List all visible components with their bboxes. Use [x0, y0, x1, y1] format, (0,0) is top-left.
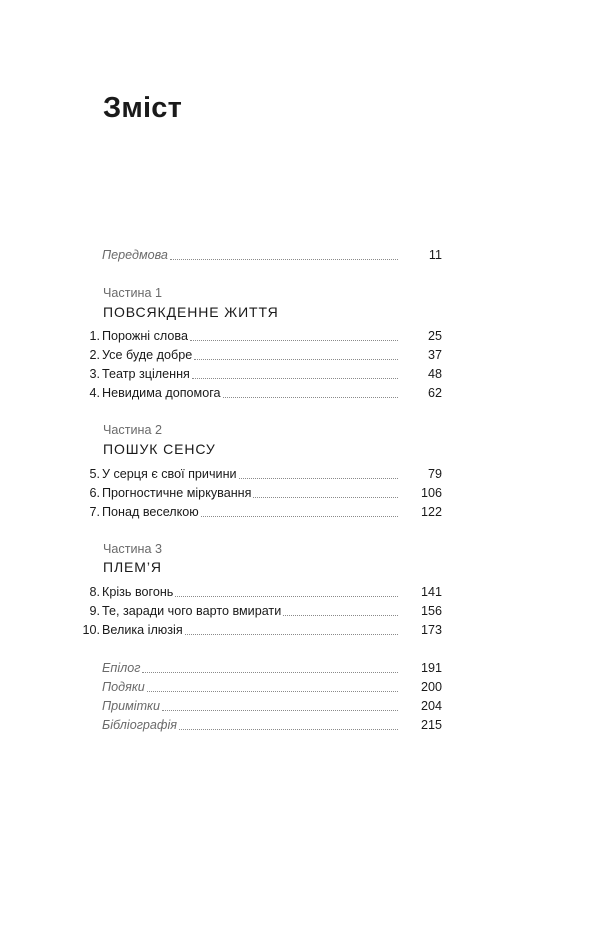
entry-title: Театр зцілення — [102, 367, 190, 381]
toc-entry-notes[interactable] — [60, 697, 442, 715]
dot-leader — [239, 478, 398, 479]
entry-number: 3. — [89, 367, 100, 381]
dot-leader — [162, 710, 398, 711]
toc-entry-chapter-10[interactable] — [60, 621, 442, 639]
entry-number: 9. — [89, 604, 100, 618]
entry-title: Подяки — [102, 680, 145, 694]
dot-leader — [283, 615, 398, 616]
dot-leader — [170, 259, 398, 260]
entry-number: 1. — [89, 329, 100, 343]
dot-leader — [194, 359, 398, 360]
toc-entry-chapter-6[interactable] — [60, 484, 442, 502]
toc-entry-bibliography[interactable] — [60, 716, 442, 734]
entry-title: Велика ілюзія — [102, 623, 183, 637]
toc-entry-epilogue[interactable] — [60, 659, 442, 677]
part-2-title: ПОШУК СЕНСУ — [103, 441, 216, 457]
dot-leader — [253, 497, 398, 498]
part-1-label: Частина 1 — [103, 286, 162, 300]
entry-page: 106 — [420, 486, 442, 500]
entry-page: 141 — [420, 585, 442, 599]
entry-page: 122 — [420, 505, 442, 519]
entry-page: 48 — [427, 367, 442, 381]
page-title: Зміст — [103, 92, 183, 124]
toc-entry-acknowledgements[interactable] — [60, 678, 442, 696]
toc-entry-chapter-1[interactable] — [60, 327, 442, 345]
entry-title: Крізь вогонь — [102, 585, 174, 599]
entry-page: 156 — [420, 604, 442, 618]
entry-number: 2. — [89, 348, 100, 362]
entry-title: Понад веселкою — [102, 505, 199, 519]
part-3-title: ПЛЕМ’Я — [103, 559, 162, 575]
entry-title: У серця є свої причини — [102, 467, 237, 481]
entry-title: Те, заради чого варто вмирати — [102, 604, 282, 618]
part-3-label: Частина 3 — [103, 542, 162, 556]
dot-leader — [179, 729, 398, 730]
entry-page: 200 — [420, 680, 442, 694]
entry-title: Усе буде добре — [102, 348, 193, 362]
dot-leader — [190, 340, 398, 341]
entry-number: 4. — [89, 386, 100, 400]
entry-page: 215 — [420, 718, 442, 732]
dot-leader — [185, 634, 398, 635]
entry-page: 191 — [420, 661, 442, 675]
entry-number: 6. — [89, 486, 100, 500]
entry-page: 173 — [420, 623, 442, 637]
entry-page: 25 — [427, 329, 442, 343]
toc-entry-preface[interactable] — [60, 246, 442, 264]
entry-title: Невидима допомога — [102, 386, 221, 400]
dot-leader — [201, 516, 398, 517]
entry-title: Порожні слова — [102, 329, 188, 343]
toc-entry-chapter-9[interactable] — [60, 602, 442, 620]
entry-page: 37 — [427, 348, 442, 362]
dot-leader — [147, 691, 398, 692]
toc-entry-chapter-2[interactable] — [60, 346, 442, 364]
dot-leader — [142, 672, 398, 673]
toc-entry-chapter-3[interactable] — [60, 365, 442, 383]
part-1-title: ПОВСЯКДЕННЕ ЖИТТЯ — [103, 304, 279, 320]
entry-number: 7. — [89, 505, 100, 519]
entry-title: Примітки — [102, 699, 161, 713]
toc-entry-chapter-8[interactable] — [60, 583, 442, 601]
entry-page: 62 — [427, 386, 442, 400]
entry-number: 10. — [82, 623, 100, 637]
entry-number: 8. — [89, 585, 100, 599]
toc-entry-chapter-4[interactable] — [60, 384, 442, 402]
dot-leader — [175, 596, 398, 597]
entry-page: 204 — [420, 699, 442, 713]
toc-entry-chapter-5[interactable] — [60, 465, 442, 483]
dot-leader — [223, 397, 398, 398]
entry-title: Прогностичне міркування — [102, 486, 252, 500]
part-2-label: Частина 2 — [103, 423, 162, 437]
entry-page: 79 — [427, 467, 442, 481]
entry-number: 5. — [89, 467, 100, 481]
entry-title: Бібліографія — [102, 718, 177, 732]
entry-page: 11 — [428, 248, 442, 262]
entry-title: Передмова — [102, 248, 168, 262]
entry-title: Епілог — [102, 661, 141, 675]
toc-entry-chapter-7[interactable] — [60, 503, 442, 521]
dot-leader — [192, 378, 398, 379]
